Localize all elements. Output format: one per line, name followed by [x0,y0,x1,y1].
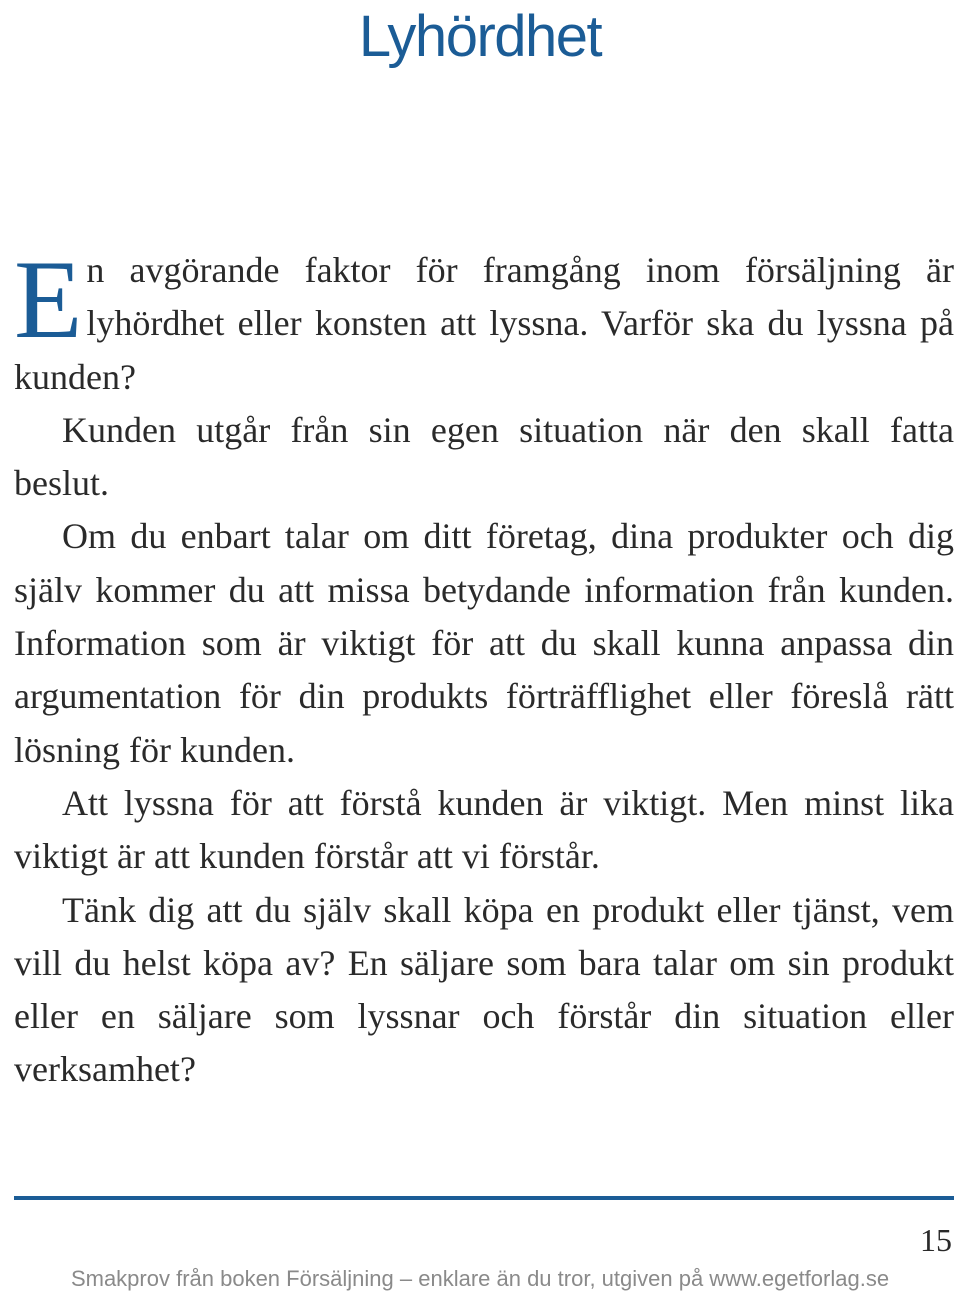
page-title: Lyhördhet [358,4,602,69]
footer-rule [14,1196,954,1200]
paragraph-1-text: n avgörande faktor för framgång inom försäljning är lyhördhet eller konsten att lyssna. Varför ska du lyssna på kunden? [14,250,954,397]
paragraph-1 [14,238,954,404]
paragraph-2: Kunden utgår från sin egen situation när den skall fatta beslut. [14,409,954,504]
paragraph-3: Om du enbart talar om ditt företag, dina produkter och dig själv kommer du att missa betydande information från kunden. Information som är viktigt för att du skall kunna anpassa din argumentation för din produkts förträfflighet eller föreslå rätt lösning för kunden. [14,516,954,770]
footer-notice: Smakprov från boken Försäljning – enklare än du tror, utgiven på www.egetforlag.se [70,1266,890,1291]
page-number: 15 [920,1222,952,1258]
paragraph-5: Tänk dig att du själv skall köpa en produkt eller tjänst, vem vill du helst köpa av? En säljare som bara talar om sin produkt eller en säljare som lyssnar och förstår din situation eller verksamhet? [14,889,954,1090]
body-text [14,238,954,1097]
paragraph-4: Att lyssna för att förstå kunden är viktigt. Men minst lika viktigt är att kunden förstår att vi förstår. [14,782,954,877]
drop-cap: E [14,238,83,362]
